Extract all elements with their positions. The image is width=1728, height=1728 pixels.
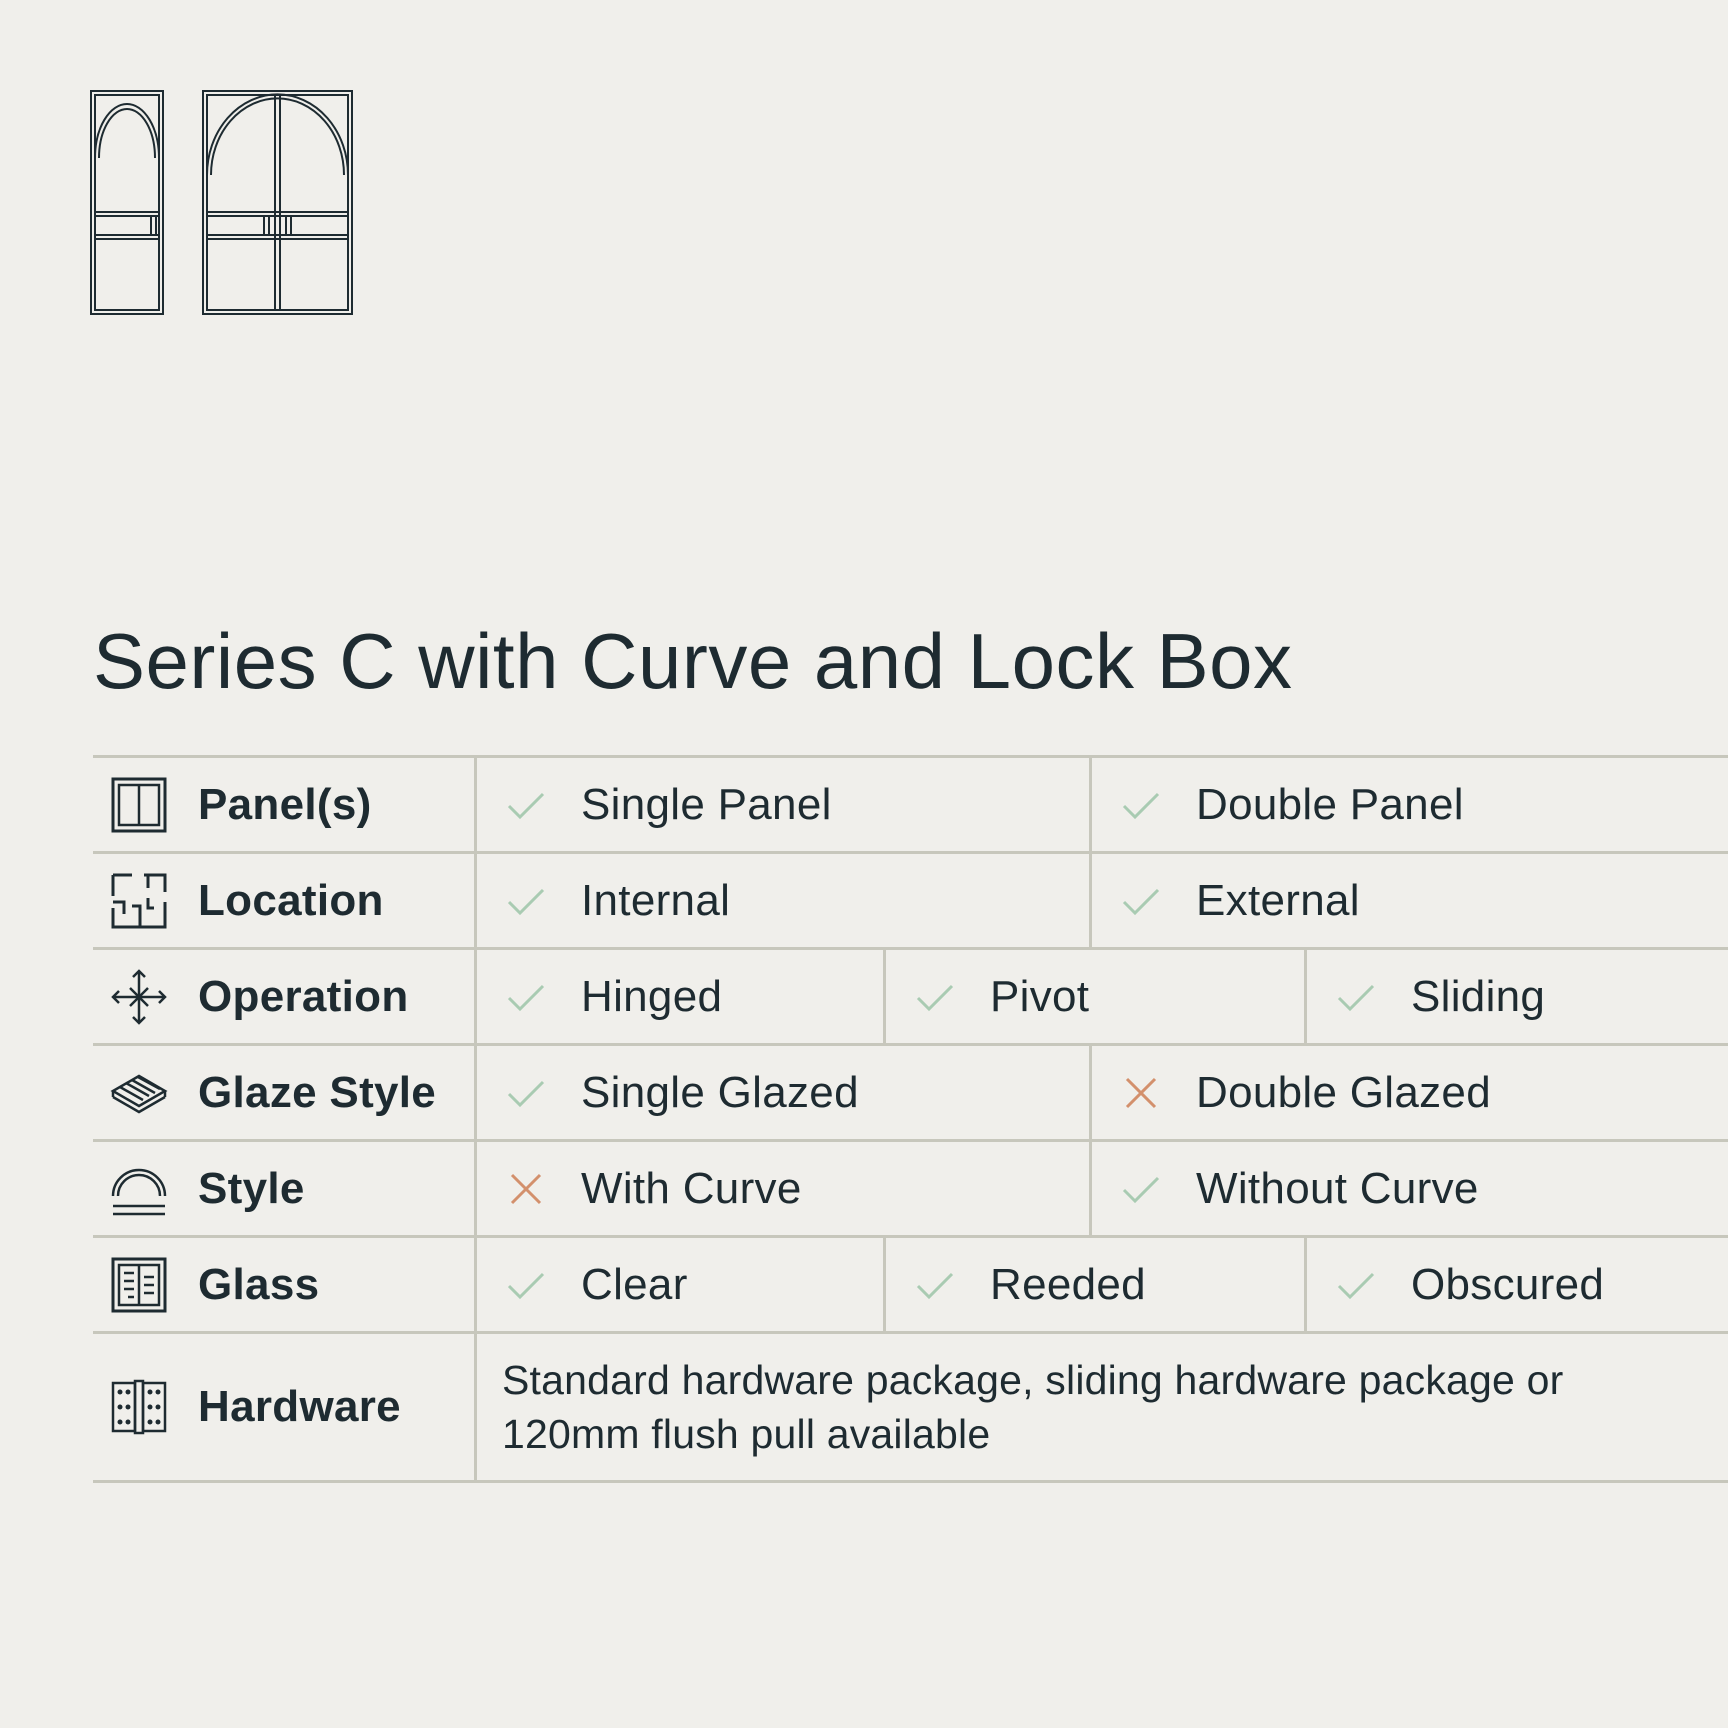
- check-icon: [914, 976, 956, 1018]
- door-illustration: [88, 88, 358, 318]
- option-label: Obscured: [1411, 1259, 1605, 1309]
- option-cell: [1092, 1142, 1728, 1235]
- floorplan-icon: [110, 872, 168, 930]
- option-cell: [1307, 1238, 1728, 1331]
- row-label: Operation: [198, 971, 409, 1021]
- option-cell: [477, 1046, 1092, 1139]
- check-icon: [505, 1264, 547, 1306]
- option-cell: [1307, 950, 1728, 1043]
- option-cell: [477, 1142, 1092, 1235]
- spec-row-operation: [93, 950, 1728, 1043]
- option-cell: [1092, 758, 1728, 851]
- panel-icon: [110, 776, 168, 834]
- spec-row-panels: [93, 758, 1728, 851]
- option-label: Hinged: [581, 971, 723, 1021]
- option-cell: [477, 758, 1092, 851]
- glass-icon: [110, 1256, 168, 1314]
- row-label: Location: [198, 875, 384, 925]
- row-label: Glaze Style: [198, 1067, 437, 1117]
- check-icon: [914, 1264, 956, 1306]
- option-cell: [477, 1238, 886, 1331]
- check-icon: [1335, 976, 1377, 1018]
- option-cell: [886, 950, 1307, 1043]
- page-title: Series C with Curve and Lock Box: [93, 617, 1293, 705]
- check-icon: [505, 784, 547, 826]
- spec-row-glaze-style: [93, 1046, 1728, 1139]
- option-label: Reeded: [990, 1259, 1146, 1309]
- check-icon: [505, 880, 547, 922]
- option-cell: [477, 854, 1092, 947]
- spec-row-style: [93, 1142, 1728, 1235]
- option-label: Sliding: [1411, 971, 1546, 1021]
- option-label: External: [1196, 875, 1360, 925]
- row-label-cell: [93, 1142, 477, 1235]
- option-label: Without Curve: [1196, 1163, 1479, 1213]
- row-label: Style: [198, 1163, 305, 1213]
- check-icon: [1335, 1264, 1377, 1306]
- cross-icon: [505, 1168, 547, 1210]
- row-label: Glass: [198, 1259, 320, 1309]
- row-label-cell: [93, 1334, 477, 1480]
- option-label: Double Panel: [1196, 779, 1464, 829]
- row-label: Panel(s): [198, 779, 372, 829]
- option-label: Internal: [581, 875, 731, 925]
- hardware-description: Standard hardware package, sliding hardware package or 120mm flush pull available: [502, 1357, 1564, 1457]
- check-icon: [1120, 1168, 1162, 1210]
- check-icon: [1120, 880, 1162, 922]
- check-icon: [1120, 784, 1162, 826]
- check-icon: [505, 976, 547, 1018]
- spec-row-hardware: [93, 1334, 1728, 1480]
- option-label: Single Glazed: [581, 1067, 859, 1117]
- layers-icon: [110, 1064, 168, 1122]
- table-divider: [93, 1480, 1728, 1483]
- option-cell: [886, 1238, 1307, 1331]
- row-label-cell: [93, 1046, 477, 1139]
- check-icon: [505, 1072, 547, 1114]
- curve-icon: [110, 1160, 168, 1218]
- row-label-cell: [93, 854, 477, 947]
- option-label: Single Panel: [581, 779, 832, 829]
- spec-table: [93, 755, 1728, 1483]
- row-label-cell: [93, 1238, 477, 1331]
- option-cell: [1092, 854, 1728, 947]
- row-label: Hardware: [198, 1382, 401, 1431]
- hinge-icon: [110, 1378, 168, 1436]
- option-cell: [1092, 1046, 1728, 1139]
- option-cell: [477, 950, 886, 1043]
- cross-icon: [1120, 1072, 1162, 1114]
- spec-row-location: [93, 854, 1728, 947]
- spec-row-glass: [93, 1238, 1728, 1331]
- option-label: Double Glazed: [1196, 1067, 1491, 1117]
- option-label: With Curve: [581, 1163, 802, 1213]
- option-label: Clear: [581, 1259, 688, 1309]
- move-arrows-icon: [110, 968, 168, 1026]
- row-label-cell: [93, 950, 477, 1043]
- row-label-cell: [93, 758, 477, 851]
- option-label: Pivot: [990, 971, 1090, 1021]
